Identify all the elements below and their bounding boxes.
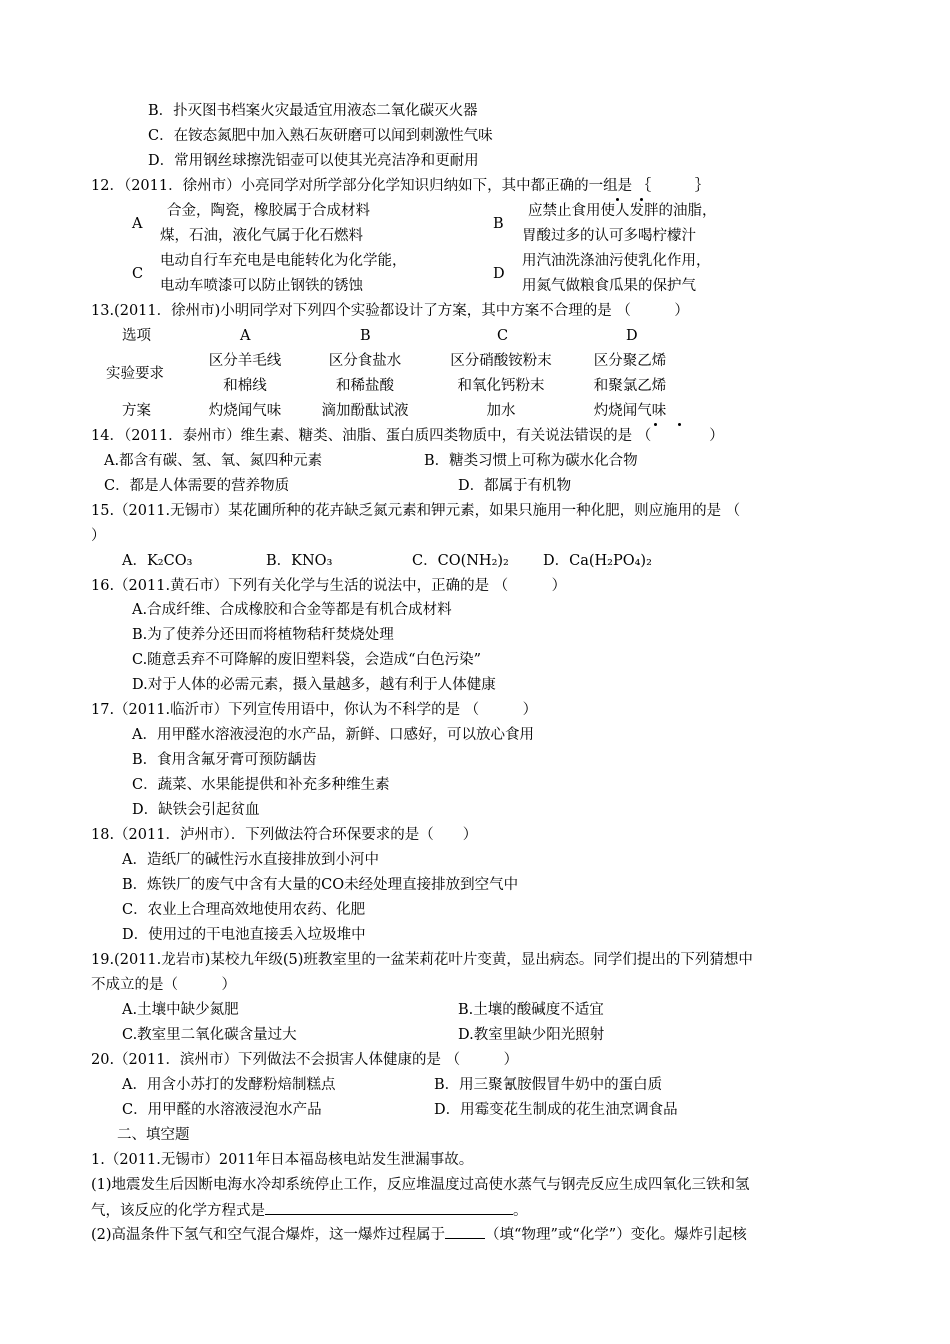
q11-option-b: B．扑灭图书档案火灾最适宜用液态二氧化碳灭火器 — [148, 103, 478, 119]
q11-option-d: D．常用钢丝球擦洗铝壶可以使其光亮洁净和更耐用 — [148, 153, 479, 169]
section-heading-fill-in: 二、填空题 — [117, 1127, 190, 1143]
emphasis-dot — [654, 423, 657, 426]
q12-d-line2: 用氮气做粮食瓜果的保护气 — [522, 278, 696, 294]
q12-label-d: D — [493, 266, 505, 282]
q15-option-c: C．CO(NH₂)₂ — [412, 553, 509, 569]
q15-option-d: D．Ca(H₂PO₄)₂ — [543, 553, 652, 569]
q19-option-c: C.教室里二氧化碳含量过大 — [122, 1027, 297, 1043]
answer-blank-equation[interactable] — [265, 1200, 513, 1215]
q13-req-d1: 区分聚乙烯 — [593, 353, 667, 369]
q14-option-c: C．都是人体需要的营养物质 — [104, 478, 290, 494]
q20-option-d: D．用霉变花生制成的花生油烹调食品 — [434, 1102, 678, 1118]
q14-stem: 14．（2011．泰州市）维生素、糖类、油脂、蛋白质四类物质中，有关说法错误的是 （ ） — [91, 428, 724, 444]
q15-stem-cont: ） — [91, 528, 106, 544]
q13-req-d2: 和聚氯乙烯 — [593, 378, 667, 394]
q13-req-a1: 区分羊毛线 — [208, 353, 282, 369]
q13-plan-d: 灼烧闻气味 — [593, 403, 667, 419]
q12-c-line1: 电动自行车充电是电能转化为化学能， — [160, 253, 407, 269]
q12-b-line1: 应禁止食用使人发胖的油脂， — [528, 203, 717, 219]
q15-option-b: B．KNO₃ — [266, 553, 333, 569]
q13-col-b: B — [360, 328, 371, 344]
q13-req-c2: 和氧化钙粉末 — [457, 378, 545, 394]
q13-col-a: A — [240, 328, 251, 344]
q12-a-line1: 合金，陶瓷，橡胶属于合成材料 — [167, 203, 370, 219]
q20-option-c: C．用甲醛的水溶液浸泡水产品 — [122, 1102, 322, 1118]
q16-option-b: B.为了使养分还田而将植物秸秆焚烧处理 — [132, 627, 394, 643]
q13-req-b1: 区分食盐水 — [328, 353, 402, 369]
emphasis-dot — [640, 198, 643, 201]
q14-option-d: D．都属于有机物 — [458, 478, 572, 494]
q15-stem: 15.（2011.无锡市）某花圃所种的花卉缺乏氮元素和钾元素，如果只施用一种化肥，则应施用的是 （ — [91, 503, 741, 519]
q17-option-a: A．用甲醛水溶液浸泡的水产品，新鲜、口感好，可以放心食用 — [132, 727, 534, 743]
q12-label-a: A — [132, 216, 143, 232]
q14-option-b: B．糖类习惯上可称为碳水化合物 — [424, 453, 638, 469]
q13-col-d: D — [626, 328, 638, 344]
q16-option-d: D.对于人体的必需元素，摄入量越多，越有利于人体健康 — [132, 677, 496, 693]
q19-stem-cont: 不成立的是（ ） — [91, 977, 236, 993]
q17-option-c: C．蔬菜、水果能提供和补充多种维生素 — [132, 777, 390, 793]
q14-option-a: A.都含有碳、氢、氧、氮四种元素 — [104, 453, 323, 469]
q12-c-line2: 电动车喷漆可以防止钢铁的锈蚀 — [160, 278, 363, 294]
q13-req-a2: 和棉线 — [223, 378, 267, 394]
q11-option-c: C．在铵态氮肥中加入熟石灰研磨可以闻到刺激性气味 — [148, 128, 493, 144]
q18-stem: 18.（2011．泸州市）．下列做法符合环保要求的是（ ） — [91, 827, 478, 843]
q17-option-d: D．缺铁会引起贫血 — [132, 802, 260, 818]
fill1-part1-text: 气，该反应的化学方程式是 — [91, 1203, 265, 1219]
q12-label-b: B — [493, 216, 504, 232]
q17-option-b: B．食用含氟牙膏可预防龋齿 — [132, 752, 317, 768]
q13-plan-b: 滴加酚酞试液 — [321, 403, 409, 419]
q18-option-b: B．炼铁厂的废气中含有大量的CO未经处理直接排放到空气中 — [122, 877, 519, 893]
q12-a-line2: 煤，石油，液化气属于化石燃料 — [160, 228, 363, 244]
fill1-part2-text-b: （填“物理”或“化学”）变化。爆炸引起核 — [485, 1227, 747, 1243]
q15-option-a: A．K₂CO₃ — [122, 553, 193, 569]
fill1-part1-line2 — [91, 1200, 528, 1221]
fill1-stem: 1.（2011.无锡市）2011年日本福岛核电站发生泄漏事故。 — [91, 1152, 474, 1168]
q17-stem: 17.（2011.临沂市）下列宣传用语中，你认为不科学的是 （ ） — [91, 702, 538, 718]
q13-stem: 13.(2011．徐州市)小明同学对下列四个实验都设计了方案，其中方案不合理的是 （ ） — [91, 303, 689, 319]
q16-option-a: A.合成纤维、合成橡胶和合金等都是有机合成材料 — [132, 602, 452, 618]
answer-blank-change-type[interactable] — [445, 1224, 485, 1239]
q20-option-b: B．用三聚氰胺假冒牛奶中的蛋白质 — [434, 1077, 663, 1093]
fill1-part1-line1: (1)地震发生后因断电海水冷却系统停止工作，反应堆温度过高使水蒸气与钢壳反应生成四氧化三铁和氢 — [91, 1177, 750, 1193]
fill1-part1-end: 。 — [513, 1203, 528, 1219]
q18-option-d: D．使用过的干电池直接丢入垃圾堆中 — [122, 927, 366, 943]
q20-stem: 20.（2011．滨州市）下列做法不会损害人体健康的是 （ ） — [91, 1052, 519, 1068]
q12-d-line1: 用汽油洗涤油污使乳化作用， — [522, 253, 711, 269]
emphasis-dot — [616, 198, 619, 201]
q13-row-option: 选项 — [122, 328, 151, 344]
q16-option-c: C.随意丢弃不可降解的废旧塑料袋，会造成“白色污染” — [132, 652, 482, 668]
fill1-part2-text-a: (2)高温条件下氢气和空气混合爆炸，这一爆炸过程属于 — [91, 1227, 446, 1243]
q13-row-plan: 方案 — [122, 403, 151, 419]
emphasis-dot — [678, 423, 681, 426]
q19-stem: 19.(2011.龙岩市)某校九年级(5)班教室里的一盆茉莉花叶片变黄，显出病态。同学们提出的下列猜想中 — [91, 952, 753, 968]
q19-option-d: D.教室里缺少阳光照射 — [458, 1027, 605, 1043]
q13-req-c1: 区分硝酸铵粉末 — [450, 353, 552, 369]
fill1-part2-line1 — [91, 1224, 747, 1245]
q12-stem: 12．（2011．徐州市）小亮同学对所学部分化学知识归纳如下，其中都正确的一组是 ｛ ｝ — [91, 178, 710, 194]
q18-option-c: C．农业上合理高效地使用农药、化肥 — [122, 902, 366, 918]
q13-row-requirement: 实验要求 — [106, 366, 164, 382]
q20-option-a: A．用含小苏打的发酵粉焙制糕点 — [122, 1077, 336, 1093]
q13-col-c: C — [497, 328, 509, 344]
q13-req-b2: 和稀盐酸 — [336, 378, 394, 394]
q13-plan-a: 灼烧闻气味 — [208, 403, 282, 419]
q12-b-line2: 胃酸过多的认可多喝柠檬汁 — [522, 228, 696, 244]
q16-stem: 16.（2011.黄石市）下列有关化学与生活的说法中，正确的是 （ ） — [91, 578, 567, 594]
q12-label-c: C — [132, 266, 144, 282]
q19-option-a: A.土壤中缺少氮肥 — [122, 1002, 239, 1018]
q19-option-b: B.土壤的酸碱度不适宜 — [458, 1002, 604, 1018]
q13-plan-c: 加水 — [486, 403, 516, 419]
q18-option-a: A．造纸厂的碱性污水直接排放到小河中 — [122, 852, 379, 868]
